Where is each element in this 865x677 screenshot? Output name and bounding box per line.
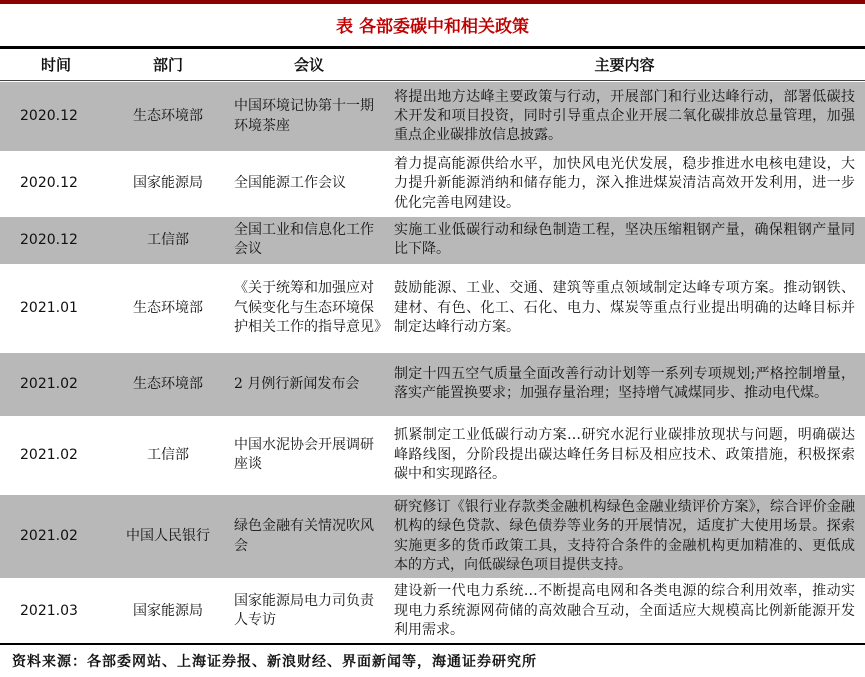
cell-time: 2021.02 — [20, 446, 78, 463]
cell-content: 抓紧制定工业低碳行动方案…研究水泥行业碳排放现状与问题，明确碳达峰路线图，分阶段提出碳达峰任务目标及相应技术、政策措施，积极探索碳中和实现路径。 — [394, 427, 855, 483]
cell-time: 2021.02 — [20, 375, 78, 392]
cell-department: 生态环境部 — [133, 107, 203, 124]
table-row — [0, 578, 865, 643]
cell-meeting: 全国能源工作会议 — [234, 175, 346, 192]
cell-meeting: 绿色金融有关情况吹风会 — [234, 518, 374, 554]
table-row — [0, 264, 865, 352]
table-row — [0, 216, 865, 264]
column-header-department: 部门 — [152, 56, 183, 74]
cell-department: 工信部 — [147, 446, 189, 463]
table-body — [0, 81, 865, 643]
cell-content: 研究修订《银行业存款类金融机构绿色金融业绩评价方案》，综合评价金融机构的绿色贷款、绿色债券等业务的开展情况，适度扩大使用场景。探索实施更多的货币政策工具，支持符合条件的金融机构更加精准的、更低成本的方式，向低碳绿色项目提供支持。 — [394, 498, 855, 573]
cell-department: 中国人民银行 — [126, 527, 210, 544]
cell-content: 实施工业低碳行动和绿色制造工程，坚决压缩粗钢产量，确保粗钢产量同比下降。 — [394, 222, 855, 258]
table-row — [0, 494, 865, 578]
table-title: 表 各部委碳中和相关政策 — [0, 4, 865, 49]
cell-meeting: 中国水泥协会开展调研座谈 — [234, 437, 374, 473]
cell-meeting: 全国工业和信息化工作会议 — [234, 222, 374, 258]
source-note: 资料来源：各部委网站、上海证券报、新浪财经、界面新闻等，海通证券研究所 — [0, 643, 865, 677]
cell-content: 建设新一代电力系统…不断提高电网和各类电源的综合利用效率，推动实现电力系统源网荷储的高效融合互动，全面适应大规模高比例新能源开发利用需求。 — [394, 583, 855, 638]
table-header-row — [0, 49, 865, 81]
table-row — [0, 416, 865, 494]
cell-meeting: 中国环境记协第十一期环境茶座 — [234, 98, 374, 134]
table-row — [0, 151, 865, 216]
cell-department: 生态环境部 — [133, 299, 203, 316]
cell-time: 2021.03 — [20, 602, 78, 619]
column-header-time: 时间 — [40, 56, 71, 74]
cell-content: 将提出地方达峰主要政策与行动，开展部门和行业达峰行动，部署低碳技术开发和项目投资，同时引导重点企业开展二氧化碳排放总量管理，加强重点企业碳排放信息披露。 — [394, 88, 855, 144]
cell-meeting: 2 月例行新闻发布会 — [234, 375, 360, 392]
cell-content: 着力提高能源供给水平，加快风电光伏发展，稳步推进水电核电建设，大力提升新能源消纳和储存能力，深入推进煤炭清洁高效开发利用，进一步优化完善电网建设。 — [394, 156, 855, 211]
cell-time: 2020.12 — [20, 107, 78, 124]
cell-content: 制定十四五空气质量全面改善行动计划等一系列专项规划;严格控制增量，落实产能置换要求；加强存量治理；坚持增气减煤同步、推动电代煤。 — [394, 366, 855, 402]
cell-meeting: 国家能源局电力司负责人专访 — [234, 592, 374, 629]
cell-content: 鼓励能源、工业、交通、建筑等重点领域制定达峰专项方案。推动钢铁、建材、有色、化工、石化、电力、煤炭等重点行业提出明确的达峰目标并制定达峰行动方案。 — [394, 280, 855, 336]
table-row — [0, 81, 865, 151]
cell-department: 国家能源局 — [133, 602, 203, 619]
table-row — [0, 352, 865, 416]
cell-department: 生态环境部 — [133, 375, 203, 392]
cell-department: 工信部 — [147, 231, 189, 248]
cell-meeting: 《关于统筹和加强应对气候变化与生态环境保护相关工作的指导意见》 — [234, 280, 388, 336]
column-header-meeting: 会议 — [293, 56, 324, 74]
cell-department: 国家能源局 — [133, 175, 203, 192]
cell-time: 2021.01 — [20, 299, 78, 316]
cell-time: 2021.02 — [20, 527, 78, 544]
cell-time: 2020.12 — [20, 231, 78, 248]
column-header-content: 主要内容 — [594, 56, 655, 74]
cell-time: 2020.12 — [20, 175, 78, 192]
